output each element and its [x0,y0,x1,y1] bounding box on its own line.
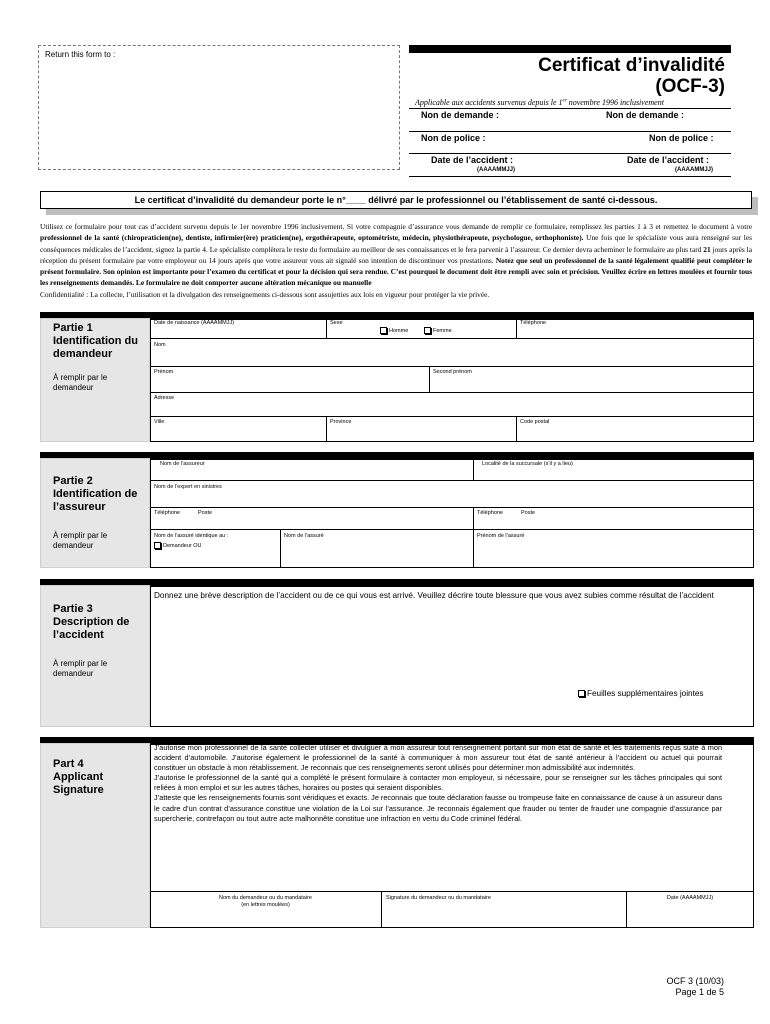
province-label: Province [330,419,352,425]
certificate-line: Le certificat d’invalidité du demandeur porte le n°____ délivré par le professionnel ou l’établissement de santé ci-dessous. [40,191,752,209]
page-number: Page 1 de 5 [675,987,724,997]
adjuster-ext-label: Poste [198,510,213,516]
divider [326,416,327,442]
sex-female[interactable]: Femme [424,327,452,334]
second-name-label: Second prénom [433,369,472,375]
same-as-label: Nom de l’assuré identique au : [154,533,229,539]
part4-sidebar [40,743,150,928]
row-line [150,480,754,481]
part1-sidebar [40,318,150,442]
header-rule [409,176,731,177]
row-line [150,416,754,417]
male-checkbox[interactable] [380,327,387,334]
divider [473,458,474,480]
return-label: Return this form to : [45,50,116,59]
row-line [150,392,754,393]
divider [516,416,517,442]
city-label: Ville [154,419,165,425]
claimant-checkbox[interactable] [154,542,161,549]
insurer-phone-label: Téléphone [477,510,503,516]
sex-male[interactable]: Homme [380,327,408,334]
header-bar [409,45,731,53]
part1-title: Partie 1 Identification du demandeur [53,322,138,360]
date-format-label-right: (AAAAMMJJ) [675,167,713,173]
policy-number-label-right: Non de police : [649,133,714,143]
accident-description-field[interactable] [150,585,754,727]
applicable-note: Applicable aux accidents survenus depuis le 1er novembre 1996 inclusivement [415,98,664,107]
phone-label: Téléphone [520,320,546,326]
form-title: Certificat d’invalidité [538,55,725,76]
part2-title: Partie 2 Identification de l’assureur [53,475,138,513]
authorization-text: J’autorise mon professionnel de la santé collecter utiliser et divulguer à mon assureur tout renseignement portant sur mon état de santé et les traitements reçus suite à mon accident d’automobile. J’autorise également le professionnel de la santé à communiquer à mon assureur tout état de santé antérieur à l’accident ou actuel qui pourrait constituer un obstacle à mon rétablissement. Je reconnais que ces renseignements seront utilisés pour déterminer mon admissibilité aux indemnités. J’autorise le professionnel de la santé qui a complété le présent formulaire à contacter mon employeur, si nécessaire, pour se renseigner sur les tâches principales qui sont reliées à mon emploi et sur les autres tâches, horaires ou postes qui seraient disponibles. J’atteste que les renseignements fournis sont véridiques et exacts. Je reconnais que toute déclaration fausse ou trompeuse faite en connaissance de cause à un assureur dans le cadre d’un contrat d’assurance constitue une violation de la Loi sur l’assurance. Je reconnais également que frauder ou tenter de frauder une compagnie d’assurance par supercherie, contrefaçon ou tout autre acte malhonnête constitue une infraction en vertu du Code criminel fédéral. [154,743,722,823]
first-name-label: Prénom [154,369,174,375]
form-code: (OCF-3) [655,76,725,97]
accident-description-instruction: Donnez une brève description de l’accident ou de ce qui vous est arrivé. Veuillez décrire toute blessure que vous avez subies comme résultat de l’accident [154,591,714,600]
part3-subtitle: À remplir par le demandeur [53,659,108,678]
claim-number-label: Non de demande : [421,110,500,120]
part3-title: Partie 3 Description de l’accident [53,603,130,641]
applicant-name-label[interactable]: Nom du demandeur ou du mandataire (en lettres moulées) [219,895,312,909]
accident-date-label-right: Date de l’accident : [627,155,710,165]
date-format-label: (AAAAMMJJ) [477,167,515,173]
divider [473,507,474,529]
row-line [150,529,754,530]
additional-sheets[interactable]: Feuilles supplémentaires jointes [578,689,704,698]
header-rule [409,108,731,109]
claim-number-label-right: Non de demande : [606,110,685,120]
instructions-text: Utilisez ce formulaire pour tout cas d’accident survenu depuis le 1er novembre 1996 inclusivement. Si votre compagnie d’assurance vous demande de remplir ce formulaire, remplissez les parties 1 à 3 et remettez le document à votre professionnel de la santé (chiropraticien(ne), dentiste, infirmier(ère) praticien(ne), ergothérapeute, optométriste, médecin, physiothérapeute, psychologue, orthophoniste). Une fois que le spécialiste vous aura renseigné sur les conséquences médicales de l’accident, signez la partie 4. Le spécialiste complètera le reste du formulaire au meilleur de ses connaissances et le fera parvenir à l’assureur. Ce dernier devra acheminer le formulaire au plus tard 21 jours après la réception du présent formulaire par votre employeur ou 14 jours après que votre assureur vous ait signalé son intention de discontinuer vos prestations. Notez que seul un professionnel de la santé légalement qualifié peut compléter le présent formulaire. Son opinion est importante pour l’examen du certificat et pour la décision qui sera rendue. C’est pourquoi le document doit être rempli avec soin et précision. Veuillez écrire en lettres moulées et fournir tous les renseignements demandés. Le formulaire ne doit comporter aucune altération mécanique ou manuelle Confidentialité : La collecte, l’utilisation et la divulgation des renseignements ci-dessous sont assujetties aux lois en vigueur pour protéger la vie privée. [40,222,752,299]
branch-label: Localité de la succursale (s’il y a lieu) [482,461,573,467]
sheets-checkbox[interactable] [578,690,585,697]
part4-title: Part 4 Applicant Signature [53,758,104,796]
accident-date-label: Date de l’accident : [431,155,514,165]
sex-label: Sexe [330,320,343,326]
header-rule [409,131,731,132]
dob-label: Date de naissance (AAAAMMJJ) [154,320,235,326]
return-address-box[interactable] [38,45,400,170]
divider [429,366,430,392]
signature-date-label[interactable]: Date (AAAAMMJJ) [666,895,714,901]
same-as-claimant[interactable]: Demandeur OU [154,542,202,549]
insurer-ext-label: Poste [521,510,536,516]
applicant-signature-label[interactable]: Signature du demandeur ou du mandataire [386,895,491,901]
header-rule [409,153,731,154]
insured-first-label: Prénom de l’assuré [477,533,525,539]
part1-fields [150,318,754,442]
female-checkbox[interactable] [424,327,431,334]
part1-subtitle: À remplir par le demandeur [53,373,108,392]
page-footer [600,976,724,998]
insurer-label: Nom de l’assureur [160,461,205,467]
address-label: Adresse [154,395,175,401]
row-line [150,507,754,508]
part2-sidebar [40,458,150,568]
policy-number-label: Non de police : [421,133,486,143]
signature-row-line [150,891,754,892]
name-label: Nom [154,342,166,348]
adjuster-phone-label: Téléphone [154,510,180,516]
divider [473,529,474,568]
postal-code-label: Code postal [520,419,550,425]
row-line [150,338,754,339]
part2-fields [150,458,754,568]
part3-sidebar [40,585,150,727]
divider [516,318,517,338]
divider [280,529,281,568]
adjuster-label: Nom de l’expert en sinistres [154,484,222,490]
part2-subtitle: À remplir par le demandeur [53,531,108,550]
insured-name-label: Nom de l’assuré [284,533,324,539]
form-version: OCF 3 (10/03) [666,976,724,986]
row-line [150,366,754,367]
divider [326,318,327,338]
